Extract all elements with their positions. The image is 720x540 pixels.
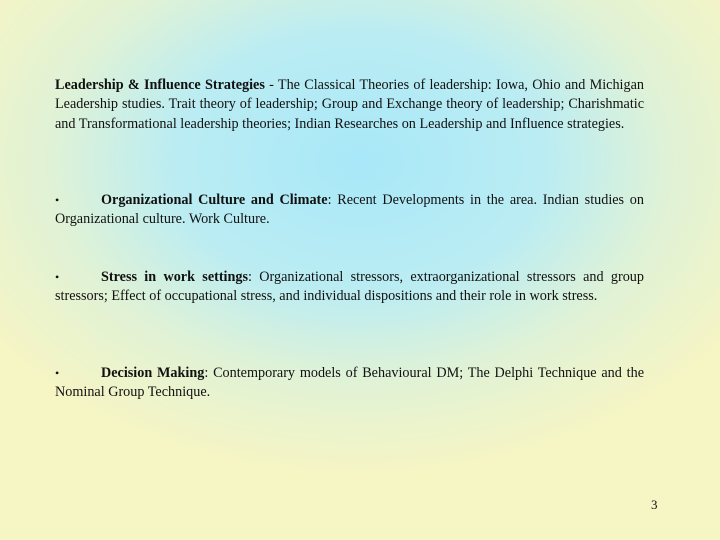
paragraph-stress bbox=[55, 268, 644, 307]
bullet-icon: • bbox=[55, 366, 60, 380]
paragraph-decision-making bbox=[55, 364, 644, 403]
paragraph-body: Recent Developments in the area. Indian studies on Organizational culture. Work Culture. bbox=[55, 192, 644, 228]
heading-separator: - bbox=[264, 77, 278, 93]
heading-separator: : bbox=[248, 269, 260, 285]
paragraph-body: The Classical Theories of leadership: Iowa, Ohio and Michigan Leadership studies. Trait theory of leadership; Group and Exchange theory of leadership; Charishmatic and Transformational leadership theories; Indian Researches on Leadership and Influence strategies. bbox=[55, 77, 644, 132]
paragraph-heading: Stress in work settings bbox=[101, 269, 249, 285]
paragraph-body: Organizational stressors, extraorganizational stressors and group stressors; Effect of occupational stress, and individual dispositions and their role in work stress. bbox=[55, 269, 644, 305]
bullet-icon: • bbox=[55, 193, 60, 207]
paragraph-heading: Organizational Culture and Climate bbox=[101, 192, 328, 208]
page-number: 3 bbox=[651, 497, 658, 512]
paragraph-heading: Decision Making bbox=[101, 365, 205, 381]
paragraph-culture bbox=[55, 191, 644, 230]
bullet-icon: • bbox=[55, 270, 60, 284]
heading-separator: : bbox=[204, 365, 214, 381]
paragraph-heading: Leadership & Influence Strategies bbox=[55, 77, 265, 93]
paragraph-body: Contemporary models of Behavioural DM; The Delphi Technique and the Nominal Group Technique. bbox=[55, 365, 644, 401]
paragraph-leadership bbox=[55, 76, 644, 134]
heading-separator: : bbox=[327, 192, 338, 208]
